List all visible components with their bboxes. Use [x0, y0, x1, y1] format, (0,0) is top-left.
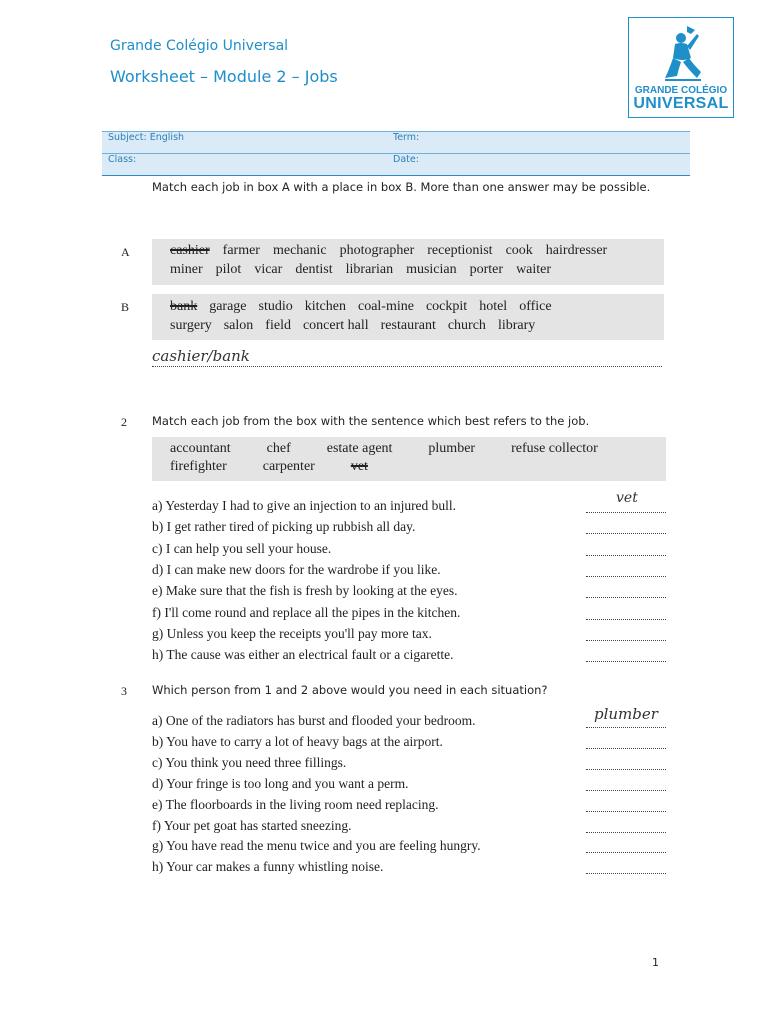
ex2-number: 2: [121, 415, 127, 429]
ex3-instruction: Which person from 1 and 2 above would you need in each situation?: [152, 683, 548, 697]
box-word: surgery: [170, 318, 212, 333]
box-word: library: [497, 318, 536, 333]
box-word: receptionist: [427, 243, 493, 258]
mascot-icon: [661, 24, 705, 84]
box-a-row2: [170, 262, 564, 278]
box-word: estate agent: [326, 441, 393, 456]
ex1-handwritten-answer: cashier/bank: [152, 347, 250, 365]
ex1-instruction: Match each job in box A with a place in box B. More than one answer may be possible.: [152, 180, 651, 194]
box-b-label: B: [121, 300, 130, 314]
exercise-sentence: c) You think you need three fillings.: [152, 754, 347, 770]
info-table: [102, 131, 690, 176]
box-word: miner: [170, 262, 203, 277]
box-word: mechanic: [272, 243, 327, 258]
box-word: kitchen: [304, 299, 346, 314]
class-cell: Class:: [102, 154, 387, 176]
box-word: pilot: [215, 262, 242, 277]
logo-text-line1: GRANDE COLÉGIO: [634, 85, 728, 96]
subject-cell: Subject: English: [102, 132, 387, 154]
box-a: [152, 239, 664, 285]
box-word: accountant: [170, 441, 231, 456]
box-word: restaurant: [380, 318, 436, 333]
box-word: librarian: [345, 262, 394, 277]
exercise-sentence: d) I can make new doors for the wardrobe if you like.: [152, 561, 441, 577]
box-b-row2: [170, 318, 547, 334]
box-word: coal-mine: [357, 299, 414, 314]
answer-blank[interactable]: [586, 576, 666, 577]
worksheet-title: Worksheet – Module 2 – Jobs: [110, 67, 338, 86]
box-word: farmer: [222, 243, 260, 258]
answer-blank[interactable]: [586, 873, 666, 874]
exercise-sentence: g) Unless you keep the receipts you'll pay more tax.: [152, 625, 432, 641]
school-logo: [628, 17, 734, 118]
exercise-sentence: f) Your pet goat has started sneezing.: [152, 817, 352, 833]
box-word: salon: [223, 318, 254, 333]
answer-blank[interactable]: [586, 512, 666, 513]
ex2-job-box: [152, 437, 666, 481]
date-cell: Date:: [387, 154, 690, 176]
exercise-sentence: d) Your fringe is too long and you want a perm.: [152, 775, 409, 791]
exercise-sentence: h) Your car makes a funny whistling noise.: [152, 859, 384, 875]
exercise-sentence: f) I'll come round and replace all the pipes in the kitchen.: [152, 604, 461, 620]
box-word: studio: [258, 299, 293, 314]
box-word: cook: [505, 243, 533, 258]
exercise-sentence: a) Yesterday I had to give an injection to an injured bull.: [152, 498, 457, 513]
box-word: cockpit: [425, 299, 468, 314]
answer-blank[interactable]: [586, 832, 666, 833]
box-word: musician: [406, 262, 457, 277]
box-word: concert hall: [302, 318, 369, 333]
answer-blank[interactable]: [586, 640, 666, 641]
ex3-number: 3: [121, 684, 127, 698]
answer-blank[interactable]: [586, 852, 666, 853]
exercise-sentence: e) Make sure that the fish is fresh by looking at the eyes.: [152, 583, 458, 599]
box-word: bank: [170, 299, 198, 314]
school-name: Grande Colégio Universal: [110, 38, 289, 54]
box-word: vicar: [254, 262, 283, 277]
box-word: waiter: [516, 262, 552, 277]
box-b: [152, 294, 664, 340]
box-a-row1: [170, 243, 620, 259]
ex2-instruction: Match each job from the box with the sentence which best refers to the job.: [152, 414, 590, 428]
box-word: hairdresser: [545, 243, 608, 258]
answer-blank[interactable]: [586, 555, 666, 556]
exercise-sentence: e) The floorboards in the living room need replacing.: [152, 796, 439, 812]
answer-blank[interactable]: [586, 811, 666, 812]
box-word: cashier: [170, 243, 210, 258]
answer-blank[interactable]: [586, 661, 666, 662]
exercise-sentence: b) I get rather tired of picking up rubbish all day.: [152, 519, 416, 535]
box-word: dentist: [295, 262, 333, 277]
answer-blank[interactable]: [586, 790, 666, 791]
box-word: office: [519, 299, 552, 314]
ex2-box-row2: [170, 459, 404, 475]
box-word: vet: [350, 459, 368, 474]
box-word: carpenter: [262, 459, 315, 474]
box-word: firefighter: [170, 459, 227, 474]
page-number: 1: [652, 956, 659, 969]
ex2-handwritten-answer: vet: [616, 490, 638, 506]
box-word: church: [447, 318, 486, 333]
answer-blank[interactable]: [586, 597, 666, 598]
ex2-box-row1: [170, 441, 634, 457]
exercise-sentence: a) One of the radiators has burst and flooded your bedroom.: [152, 713, 476, 728]
box-b-row1: [170, 299, 564, 315]
term-cell: Term:: [387, 132, 690, 154]
box-word: garage: [209, 299, 247, 314]
box-word: porter: [469, 262, 504, 277]
box-word: photographer: [339, 243, 415, 258]
box-word: chef: [266, 441, 291, 456]
answer-blank[interactable]: [586, 748, 666, 749]
box-word: field: [265, 318, 291, 333]
logo-text-line2: UNIVERSAL: [633, 95, 729, 112]
exercise-sentence: g) You have read the menu twice and you are feeling hungry.: [152, 838, 481, 854]
answer-blank[interactable]: [586, 769, 666, 770]
exercise-sentence: h) The cause was either an electrical fault or a cigarette.: [152, 647, 454, 663]
exercise-sentence: c) I can help you sell your house.: [152, 540, 332, 556]
box-word: plumber: [428, 441, 476, 456]
ex1-answer-line[interactable]: [152, 348, 662, 367]
answer-blank[interactable]: [586, 619, 666, 620]
box-word: refuse collector: [511, 441, 598, 456]
answer-blank[interactable]: [586, 533, 666, 534]
exercise-sentence: b) You have to carry a lot of heavy bags at the airport.: [152, 733, 443, 749]
box-word: hotel: [479, 299, 508, 314]
box-a-label: A: [121, 245, 130, 259]
ex3-handwritten-answer: plumber: [594, 705, 658, 723]
answer-blank[interactable]: [586, 727, 666, 728]
